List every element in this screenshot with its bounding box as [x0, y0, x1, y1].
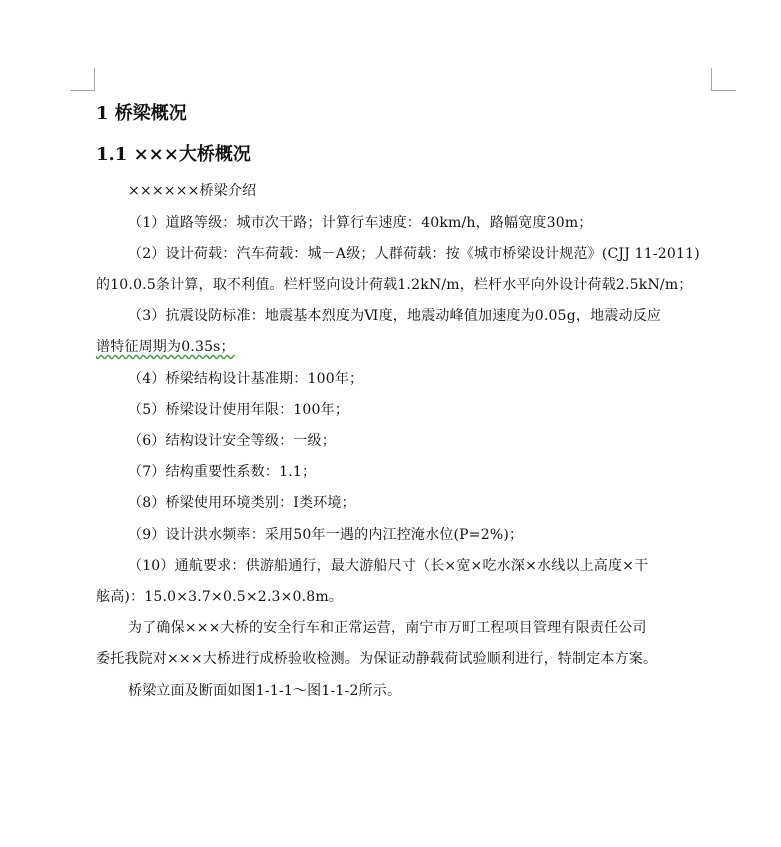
item-2-line-2: 的10.0.5条计算，取不利值。栏杆竖向设计荷载1.2kN/m，栏杆水平向外设计荷载2.5kN/m；	[96, 277, 693, 293]
item-3-line-1: （3）抗震设防标准：地震基本烈度为Ⅵ度，地震动峰值加速度为0.05g，地震动反应	[128, 308, 662, 324]
item-7: （7）结构重要性系数：1.1；	[128, 464, 317, 480]
item-1: （1）道路等级：城市次干路；计算行车速度：40km/h，路幅宽度30m；	[128, 215, 593, 231]
intro-line: ××××××桥梁介绍	[128, 183, 257, 199]
item-9: （9）设计洪水频率：采用50年一遇的内江控淹水位(P=2%)；	[128, 527, 524, 543]
paragraph-1-line-2: 委托我院对×××大桥进行成桥验收检测。为保证动静载荷试验顺利进行，特制定本方案。	[96, 651, 658, 667]
heading-2: 1.1 ×××大桥概况	[96, 144, 251, 165]
item-10-line-1: （10）通航要求：供游船通行，最大游船尺寸（长×宽×吃水深×水线以上高度×干	[128, 558, 649, 574]
item-10-line-2: 舷高)：15.0×3.7×0.5×2.3×0.8m。	[96, 589, 344, 605]
paragraph-1-line-1: 为了确保×××大桥的安全行车和正常运营，南宁市万町工程项目管理有限责任公司	[128, 620, 647, 636]
item-4: （4）桥梁结构设计基准期：100年；	[128, 371, 364, 387]
heading-1: 1 桥梁概况	[96, 103, 187, 124]
item-8: （8）桥梁使用环境类别：Ⅰ类环境；	[128, 495, 356, 511]
item-2-line-1: （2）设计荷载：汽车荷载：城－A级；人群荷载：按《城市桥梁设计规范》(CJJ 11-2011)	[128, 246, 700, 262]
crop-mark-top-right	[711, 68, 736, 91]
crop-mark-top-left	[70, 68, 95, 91]
item-3-line-2: 谱特征周期为0.35s；	[96, 339, 235, 355]
item-5: （5）桥梁设计使用年限：100年；	[128, 402, 350, 418]
paragraph-2: 桥梁立面及断面如图1-1-1～图1-1-2所示。	[128, 683, 402, 699]
item-6: （6）结构设计安全等级：一级；	[128, 433, 336, 449]
